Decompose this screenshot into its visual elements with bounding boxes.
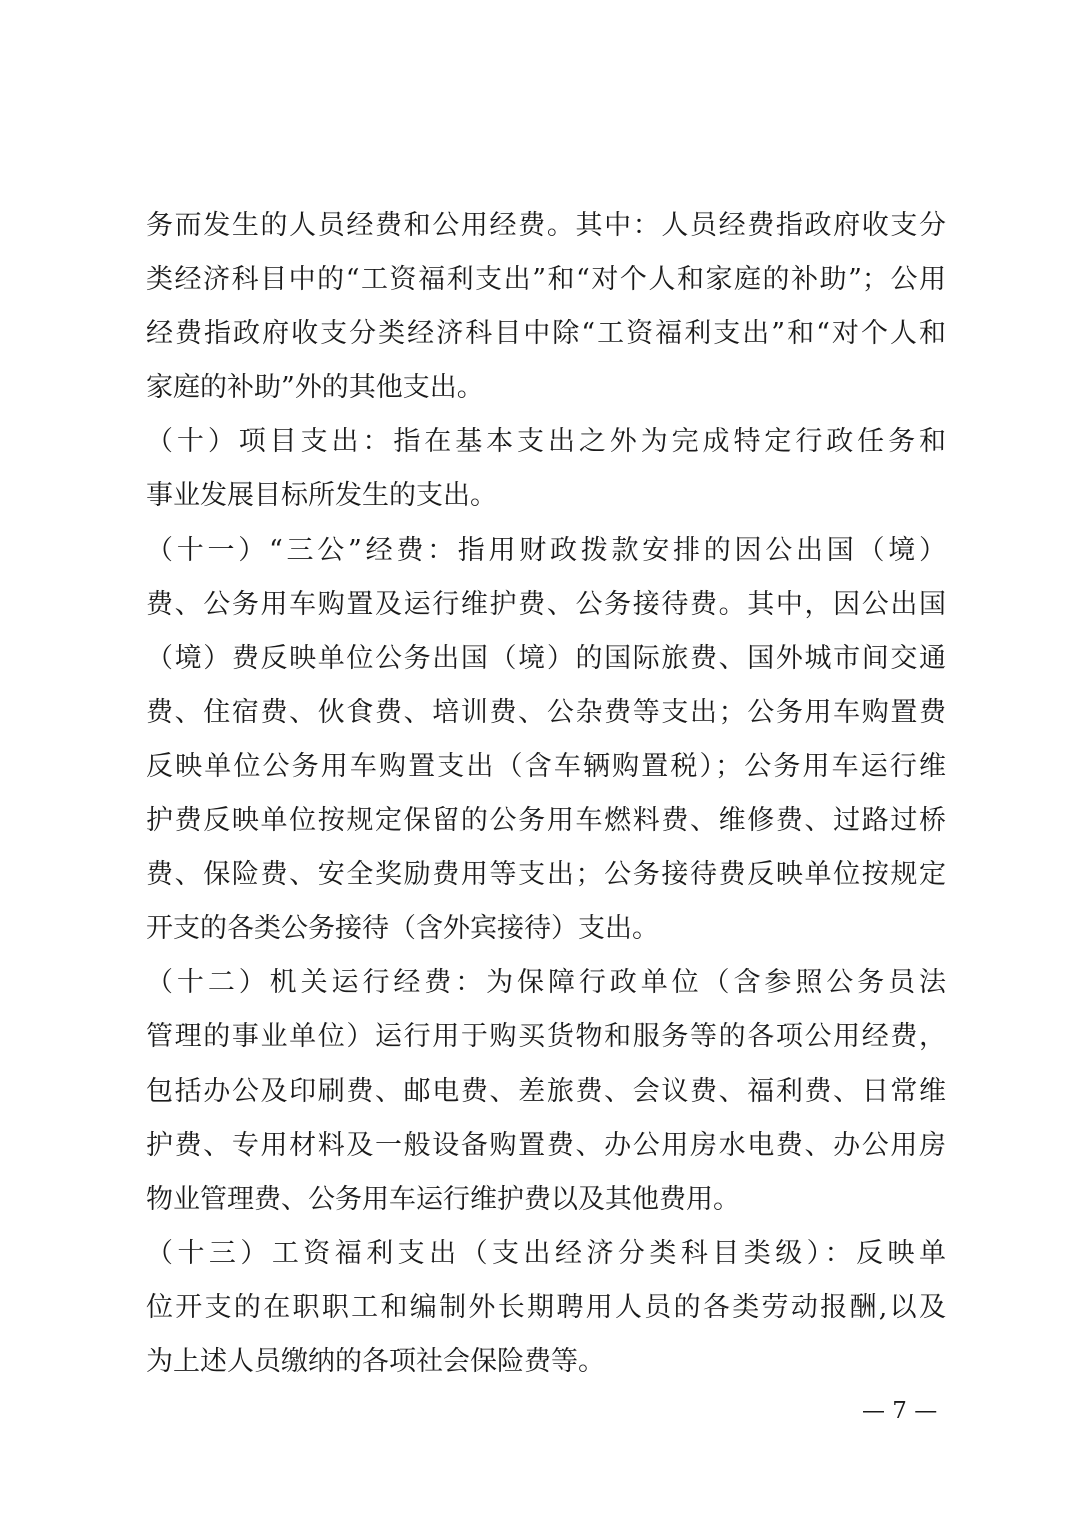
text-line: 开支的各类公务接待（含外宾接待）支出。 [146,913,659,945]
text-line: 管理的事业单位）运行用于购买货物和服务等的各项公用经费， [146,1021,946,1053]
paragraph-three-public-expenses [146,524,946,957]
body-text [146,199,946,1389]
text-line: 类经济科目中的“工资福利支出”和“对个人和家庭的补助”；公用 [146,264,946,296]
text-line: 经费指政府收支分类经济科目中除“工资福利支出”和“对个人和 [146,318,946,350]
page-number: — 7 — [862,1398,938,1424]
text-line: 位开支的在职职工和编制外长期聘用人员的各类劳动报酬,以及 [146,1291,946,1323]
text-line: （十）项目支出：指在基本支出之外为完成特定行政任务和 [146,426,946,458]
paragraph-agency-operating-expenses [146,956,946,1226]
text-line: 费、保险费、安全奖励费用等支出；公务接待费反映单位按规定 [146,859,946,891]
text-line: 费、公务用车购置及运行维护费、公务接待费。其中，因公出国 [146,588,946,620]
text-line: 物业管理费、公务用车运行维护费以及其他费用。 [146,1183,740,1215]
text-line: 事业发展目标所发生的支出。 [146,480,497,512]
paragraph-project-expenditure [146,415,946,523]
text-line: 为上述人员缴纳的各项社会保险费等。 [146,1345,605,1377]
text-line: 护费反映单位按规定保留的公务用车燃料费、维修费、过路过桥 [146,805,946,837]
text-line: 费、住宿费、伙食费、培训费、公杂费等支出；公务用车购置费 [146,696,946,728]
paragraph-personnel-public-expenses [146,199,946,415]
text-line: （十三）工资福利支出（支出经济分类科目类级）：反映单 [146,1237,946,1269]
text-line: 反映单位公务用车购置支出（含车辆购置税）；公务用车运行维 [146,750,946,782]
text-line: （十二）机关运行经费：为保障行政单位（含参照公务员法 [146,967,946,999]
text-line: 务而发生的人员经费和公用经费。其中：人员经费指政府收支分 [146,210,946,241]
text-line: 家庭的补助”外的其他支出。 [146,372,484,404]
text-line: 包括办公及印刷费、邮电费、差旅费、会议费、福利费、日常维 [146,1075,946,1107]
text-line: （境）费反映单位公务出国（境）的国际旅费、国外城市间交通 [146,642,946,674]
paragraph-wage-welfare-expenditure [146,1227,946,1389]
text-line: （十一）“三公”经费：指用财政拨款安排的因公出国（境） [146,534,946,566]
text-line: 护费、专用材料及一般设备购置费、办公用房水电费、办公用房 [146,1129,946,1161]
